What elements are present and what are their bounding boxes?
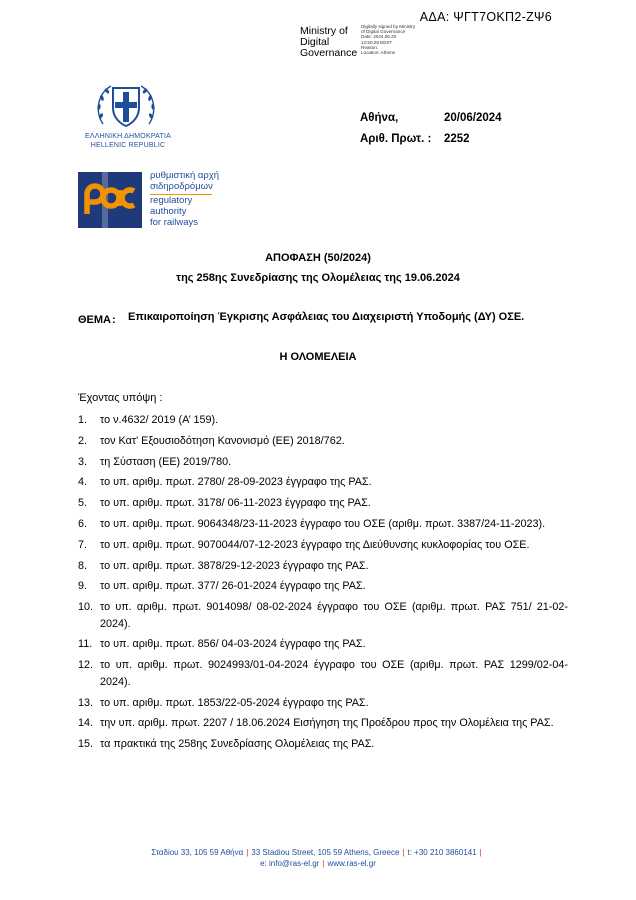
subject-colon: : [112,314,116,326]
list-item [78,454,568,471]
list-item [78,736,568,753]
ministry-line: Ministry of [300,25,348,37]
item-text: την υπ. αριθμ. πρωτ. 2207 / 18.06.2024 Εισήγηση της Προέδρου προς την Ολομέλεια της ΡΑΣ. [100,717,554,730]
footer-web[interactable]: www.ras-el.gr [327,859,376,868]
list-item [78,433,568,450]
list-item [78,558,568,575]
ras-logo [78,172,142,228]
signature-line: Digitally signed by Ministry [361,24,416,29]
intro-text: Έχοντας υπόψη : [78,392,163,404]
item-number: 4. [78,476,88,489]
item-text: το υπ. αριθμ. πρωτ. 2780/ 28-09-2023 έγγραφο της ΡΑΣ. [100,476,372,489]
footer-separator: | [402,848,405,857]
signature-line: Reason: [361,44,379,50]
subject-text: Επικαιροποίηση Έγκρισης Ασφάλειας του Διαχειριστή Υποδομής (ΔΥ) ΟΣΕ. [128,311,525,323]
ministry-line: Digital [300,36,330,48]
item-number: 15. [78,738,94,751]
item-number: 9. [78,580,88,593]
ras-name-gr-1: ρυθμιστική αρχή [150,170,220,181]
protocol-label: Αριθ. Πρωτ. : [360,133,432,145]
footer-separator: | [479,848,482,857]
list-item [78,695,568,712]
ras-logo-icon [78,172,142,228]
ras-name-gr-2: σιδηροδρόμων [150,181,213,192]
hellenic-emblem-icon [93,80,159,132]
ras-name-en-2: authority [150,206,187,217]
footer-address-line [0,848,636,857]
item-number: 14. [78,717,94,730]
item-text: το υπ. αριθμ. πρωτ. 377/ 26-01-2024 έγγραφο της ΡΑΣ. [100,580,366,593]
considerations-list [78,412,568,757]
signature-line: of Digital Governance [361,29,406,35]
item-text: τη Σύσταση (ΕΕ) 2019/780. [100,455,232,468]
item-text: τα πρακτικά της 258ης Συνεδρίασης Ολομέλειας της ΡΑΣ. [100,738,375,751]
list-item [78,636,568,653]
decision-title: ΑΠΟΦΑΣΗ (50/2024) [265,252,371,264]
body-heading: Η ΟΛΟΜΕΛΕΙΑ [279,351,357,363]
signature-line: 12:50:28 EEST [361,39,393,45]
item-text: τον Κατ' Εξουσιοδότηση Κανονισμό (ΕΕ) 2018/762. [100,434,345,447]
item-number: 6. [78,517,88,530]
list-item [78,599,568,632]
item-number: 11. [78,638,93,651]
ras-name-en-1: regulatory [150,195,193,206]
list-item [78,474,568,491]
item-text: το ν.4632/ 2019 (Α’ 159). [100,414,219,426]
list-item [78,657,568,690]
republic-name-en: HELLENIC REPUBLIC [90,142,166,149]
signature-line: Location: Athens [361,50,395,56]
list-item [78,412,568,429]
list-item [78,537,568,554]
ministry-line: Governance [300,47,358,59]
item-number: 13. [78,696,94,709]
republic-name-gr: ΕΛΛΗΝΙΚΗ ΔΗΜΟΚΡΑΤΙΑ [84,133,172,140]
footer-phone: t: +30 210 3860141 [407,848,477,857]
ada-code: ΑΔΑ: ΨΓΤ7ΟΚΠ2-ΖΨ6 [419,10,552,24]
item-text: το υπ. αριθμ. πρωτ. 9064348/23-11-2023 έγγραφο του ΟΣΕ (αριθμ. πρωτ. 3387/24-11-2023). [100,517,546,530]
ras-name-en-3: for railways [150,217,199,228]
item-number: 7. [78,538,88,551]
item-number: 2. [78,434,88,447]
item-text: το υπ. αριθμ. πρωτ. 3878/29-12-2023 έγγραφο της ΡΑΣ. [100,559,369,572]
item-number: 10. [78,601,94,614]
list-item [78,516,568,533]
item-number: 1. [78,414,88,426]
footer-separator: | [246,848,249,857]
list-item [78,578,568,595]
protocol-number: 2252 [444,133,470,145]
item-text: το υπ. αριθμ. πρωτ. 9024993/01-04-2024 έγγραφο του ΟΣΕ (αριθμ. πρωτ. ΡΑΣ 1299/02-04-2024). [100,659,568,688]
item-text: το υπ. αριθμ. πρωτ. 9070044/07-12-2023 έγγραφο της Διεύθυνσης κυκλοφορίας του ΟΣΕ. [100,538,530,551]
list-item [78,715,568,732]
subject-label: ΘΕΜΑ [78,314,111,326]
item-number: 8. [78,559,88,572]
list-item [78,495,568,512]
item-text: το υπ. αριθμ. πρωτ. 1853/22-05-2024 έγγραφο της ΡΑΣ. [100,696,369,709]
footer-address-en: 33 Stadiou Street, 105 59 Athens, Greece [251,848,400,857]
item-number: 12. [78,659,94,672]
footer-email[interactable]: e: info@ras-el.gr [260,859,320,868]
item-text: το υπ. αριθμ. πρωτ. 9014098/ 08-02-2024 έγγραφο του ΟΣΕ (αριθμ. πρωτ. ΡΑΣ 751/ 21-02-2024). [100,601,568,630]
digital-signature [361,24,415,55]
decision-subtitle: της 258ης Συνεδρίασης της Ολομέλειας της 19.06.2024 [176,272,460,284]
item-number: 5. [78,497,88,510]
footer-contact-line [0,859,636,868]
signature-line: Date: 2024.06.20 [361,34,397,40]
footer-separator: | [322,859,325,868]
ministry-label [300,26,357,59]
document-date: 20/06/2024 [444,112,502,124]
item-text: το υπ. αριθμ. πρωτ. 856/ 04-03-2024 έγγραφο της ΡΑΣ. [100,638,366,651]
footer-address-gr: Σταδίου 33, 105 59 Αθήνα [151,848,244,857]
item-number: 3. [78,455,88,468]
item-text: το υπ. αριθμ. πρωτ. 3178/ 06-11-2023 έγγραφο της ΡΑΣ. [100,497,371,510]
place-label: Αθήνα, [360,112,399,124]
